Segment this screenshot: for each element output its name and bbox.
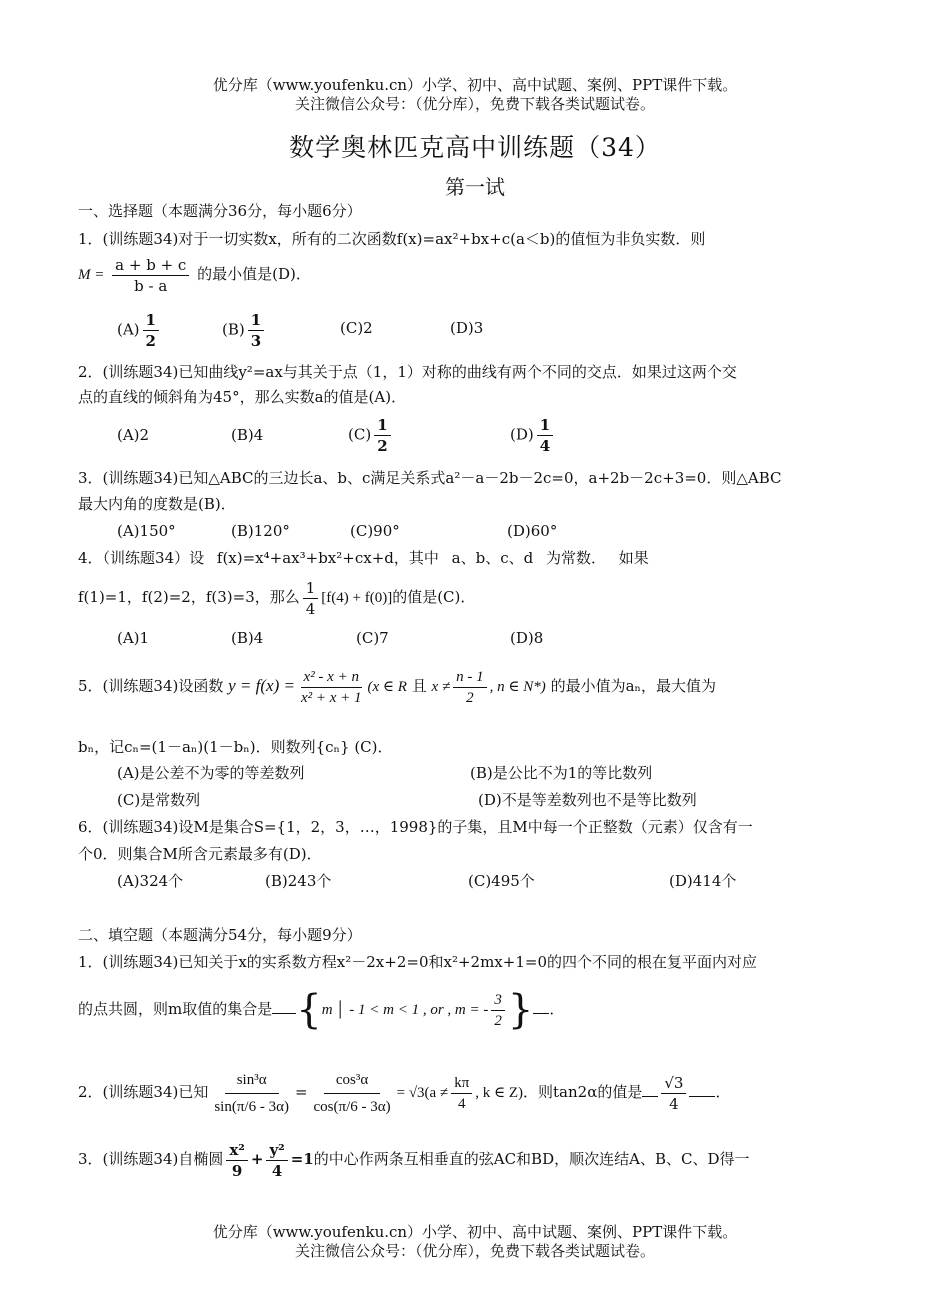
q6-line-2: 个0．则集合M所含元素最多有(D)．: [78, 845, 322, 863]
q1-option-b-fraction: [248, 311, 264, 350]
s2-q2-answer-blank-left: [642, 1096, 658, 1097]
s2-q3-ellipse-y: [266, 1141, 287, 1180]
s2-q1-answer-blank-right: [533, 1013, 549, 1014]
q1-text: 1．(训练题34)对于一切实数x，所有的二次函数f(x)=ax²+bx+c(a＜b)的值恒为非负实数．则: [78, 230, 706, 248]
q5-condition-den: 2: [466, 689, 474, 706]
q4-option-a: (A)1: [117, 629, 150, 647]
q1-option-b-label: (B): [222, 320, 245, 339]
q4-line-2-prefix: f(1)=1，f(2)=2，f(3)=3，那么: [78, 588, 300, 606]
q5-main-fraction: [298, 668, 365, 707]
s2-q2-tail: ．: [715, 1083, 731, 1101]
q5-suffix: 的最小值为aₙ，最大值为: [550, 677, 716, 695]
q4-expression: [f(4) + f(0)]: [321, 590, 393, 606]
s2-q3-line: [78, 1137, 749, 1181]
q5-option-d: (D)不是等差数列也不是等比数列: [478, 791, 697, 809]
q4-fraction-num: 1: [303, 579, 319, 599]
s2-q1-set-den: 2: [494, 1012, 502, 1029]
s2-q3-y-den: 4: [271, 1161, 283, 1180]
s2-q3-x-den: 9: [231, 1161, 243, 1180]
q1-option-a: [117, 311, 162, 350]
s2-q2-f2-den: cos(π/6 - 3α): [313, 1098, 391, 1115]
q5-option-b: (B)是公比不为1的等比数列: [470, 764, 653, 782]
s2-q2-answer-fraction: [661, 1074, 686, 1113]
q5-condition-num: n - 1: [453, 668, 487, 688]
s2-q1-answer-blank-left: [272, 1013, 296, 1014]
s2-q2-f1-num: sin³α: [225, 1071, 279, 1094]
footer-line-1: 优分库（www.youfenku.cn）小学、初中、高中试题、案例、PPT课件下载。: [212, 1223, 738, 1241]
q6-option-c: (C)495个: [468, 872, 535, 890]
q1-formula-line: [78, 253, 311, 296]
q3-option-a: (A)150°: [117, 522, 176, 540]
s2-q2-fraction-2: [311, 1071, 394, 1116]
s2-q1-line-1: 1．(训练题34)已知关于x的实系数方程x²－2x+2=0和x²+2mx+1=0的四个不同的根在复平面内对应: [78, 953, 757, 971]
s2-q3-x-num: x²: [226, 1141, 248, 1161]
q5-option-a: (A)是公差不为零的等差数列: [117, 764, 305, 782]
s2-q2-f1-den: sin(π/6 - 3α): [214, 1098, 289, 1115]
q1-option-d: (D)3: [450, 319, 484, 337]
q5-condition-fraction: [453, 668, 487, 707]
q2-option-d-den: 4: [539, 437, 551, 455]
section1-heading: 一、选择题（本题满分36分，每小题6分）: [78, 202, 362, 220]
q2-line-2: 点的直线的倾斜角为45°，那么实数a的值是(A)．: [78, 388, 407, 406]
section2-heading: 二、填空题（本题满分54分，每小题9分）: [78, 926, 362, 944]
page-header: [0, 76, 950, 114]
s2-q2-eq: =: [294, 1083, 308, 1101]
q3-line-1: 3．(训练题34)已知△ABC的三边长a、b、c满足关系式a²－a－2b－2c=0，a+2b－2c+3=0．则△ABC: [78, 469, 782, 487]
q4-fraction: [303, 579, 319, 618]
s2-q2-f2-num: cos³α: [324, 1071, 380, 1094]
q4-line-1: 4．（训练题34）设 f(x)=x⁴+ax³+bx²+cx+d，其中 a、b、c、d 为常数． 如果: [78, 549, 649, 567]
q4-option-c: (C)7: [356, 629, 389, 647]
s2-q1-prefix: 的点共圆，则m取值的集合是: [78, 1000, 273, 1018]
q5-condition-a: (x ∈ R: [367, 679, 407, 695]
q1-tail: 的最小值是(D)．: [197, 265, 311, 283]
s2-q3-ellipse-x: [226, 1141, 248, 1180]
q5-prefix: 5．(训练题34)设函数: [78, 677, 224, 695]
q2-option-c: [348, 416, 394, 455]
q3-option-d: (D)60°: [507, 522, 558, 540]
q2-option-d-label: (D): [510, 425, 534, 444]
q1-m-fraction: [112, 256, 189, 295]
q1-option-a-den: 2: [145, 332, 156, 350]
q4-fraction-den: 4: [305, 599, 316, 618]
s2-q3-plus: +: [250, 1150, 264, 1168]
page-subtitle: 第一试: [445, 175, 505, 199]
q1-option-c: (C)2: [340, 319, 373, 337]
s2-q2-fraction-1: [211, 1071, 292, 1116]
q2-option-c-label: (C): [348, 425, 372, 444]
q5-numerator: x² - x + n: [301, 668, 362, 688]
q1-m-denominator: b - a: [134, 276, 168, 295]
s2-q2-line: [78, 1057, 730, 1128]
s2-q2-prefix: 2．(训练题34)已知: [78, 1083, 209, 1101]
s2-q1-tail: ．: [549, 1000, 565, 1018]
s2-q2-rhs-num: kπ: [451, 1074, 472, 1094]
q5-line-1: [78, 664, 716, 709]
s2-q2-answer-num: √3: [661, 1074, 686, 1094]
header-line-1: 优分库（www.youfenku.cn）小学、初中、高中试题、案例、PPT课件下载。: [212, 76, 738, 94]
s2-q1-left-brace: {: [296, 987, 322, 1033]
q4-option-d: (D)8: [510, 629, 544, 647]
s2-q3-y-num: y²: [266, 1141, 287, 1161]
q2-option-c-num: 1: [374, 416, 390, 436]
q2-option-c-fraction: [374, 416, 390, 455]
q6-line-1: 6．(训练题34)设M是集合S={1，2，3，…，1998}的子集，且M中每一个正整数（元素）仅含有一: [78, 818, 753, 836]
q2-option-b: (B)4: [231, 426, 264, 444]
q3-option-c: (C)90°: [350, 522, 400, 540]
q5-condition-ne: x ≠: [431, 679, 451, 695]
q1-option-a-fraction: [143, 311, 159, 350]
q5-condition-and: 且: [411, 677, 427, 695]
q2-option-d: [510, 416, 556, 455]
s2-q1-line-2: [78, 984, 564, 1035]
q2-line-1: 2．(训练题34)已知曲线y²=ax与其关于点（1，1）对称的曲线有两个不同的交点．如果过这两个交: [78, 363, 737, 381]
page-footer: [0, 1223, 950, 1261]
q5-line-2: bₙ，记cₙ=(1－aₙ)(1－bₙ)．则数列{cₙ} (C)．: [78, 738, 393, 756]
header-line-2: 关注微信公众号：（优分库），免费下载各类试题试卷。: [294, 95, 655, 113]
s2-q1-right-brace: }: [507, 987, 534, 1033]
s2-q1-set-num: 3: [491, 991, 505, 1011]
page-title: 数学奥林匹克高中训练题（34）: [289, 133, 661, 162]
q1-option-a-num: 1: [143, 311, 159, 331]
q1-option-b-num: 1: [248, 311, 264, 331]
q3-option-b: (B)120°: [231, 522, 290, 540]
s2-q3-equals-one: =1: [290, 1150, 314, 1168]
s2-q2-rhs-tail: , k ∈ Z): [475, 1085, 524, 1101]
q2-option-d-fraction: [537, 416, 553, 455]
footer-line-2: 关注微信公众号：（优分库），免费下载各类试题试卷。: [294, 1242, 655, 1260]
q1-m-numerator: a + b + c: [112, 256, 189, 276]
q3-line-2: 最大内角的度数是(B)．: [78, 495, 236, 513]
q5-denominator: x² + x + 1: [300, 689, 362, 706]
s2-q3-prefix: 3．(训练题34)自椭圆: [78, 1150, 224, 1168]
s2-q2-rhs-fraction: [451, 1074, 472, 1113]
q4-option-b: (B)4: [231, 629, 264, 647]
s2-q1-set-fraction: [491, 991, 505, 1030]
q5-lhs: y = f(x) =: [228, 676, 295, 695]
s2-q2-rhs-den: 4: [457, 1095, 466, 1112]
q1-m-prefix: M =: [78, 267, 105, 283]
q6-option-d: (D)414个: [669, 872, 737, 890]
q1-option-b-den: 3: [250, 332, 262, 350]
s2-q2-answer-blank-right: [689, 1096, 715, 1097]
q1-option-b: [222, 311, 267, 350]
s2-q2-suffix: ．则tan2α的值是: [523, 1083, 643, 1101]
q4-line-2-tail: 的值是(C)．: [392, 588, 476, 606]
s2-q2-answer-den: 4: [669, 1094, 679, 1113]
q5-condition-n: , n ∈ N*): [489, 679, 546, 695]
q4-line-2: [78, 576, 475, 619]
q6-option-b: (B)243个: [265, 872, 332, 890]
q2-option-c-den: 2: [377, 437, 388, 455]
q2-option-a: (A)2: [117, 426, 150, 444]
q2-option-d-num: 1: [537, 416, 553, 436]
q1-option-a-label: (A): [117, 320, 140, 339]
s2-q3-suffix: 的中心作两条互相垂直的弦AC和BD，顺次连结A、B、C、D得一: [313, 1150, 750, 1168]
s2-q1-set-text: m │ - 1 < m < 1 , or , m = -: [321, 1002, 489, 1018]
q6-option-a: (A)324个: [117, 872, 184, 890]
q5-option-c: (C)是常数列: [117, 791, 201, 809]
s2-q2-rhs: = √3(a ≠: [396, 1085, 449, 1101]
